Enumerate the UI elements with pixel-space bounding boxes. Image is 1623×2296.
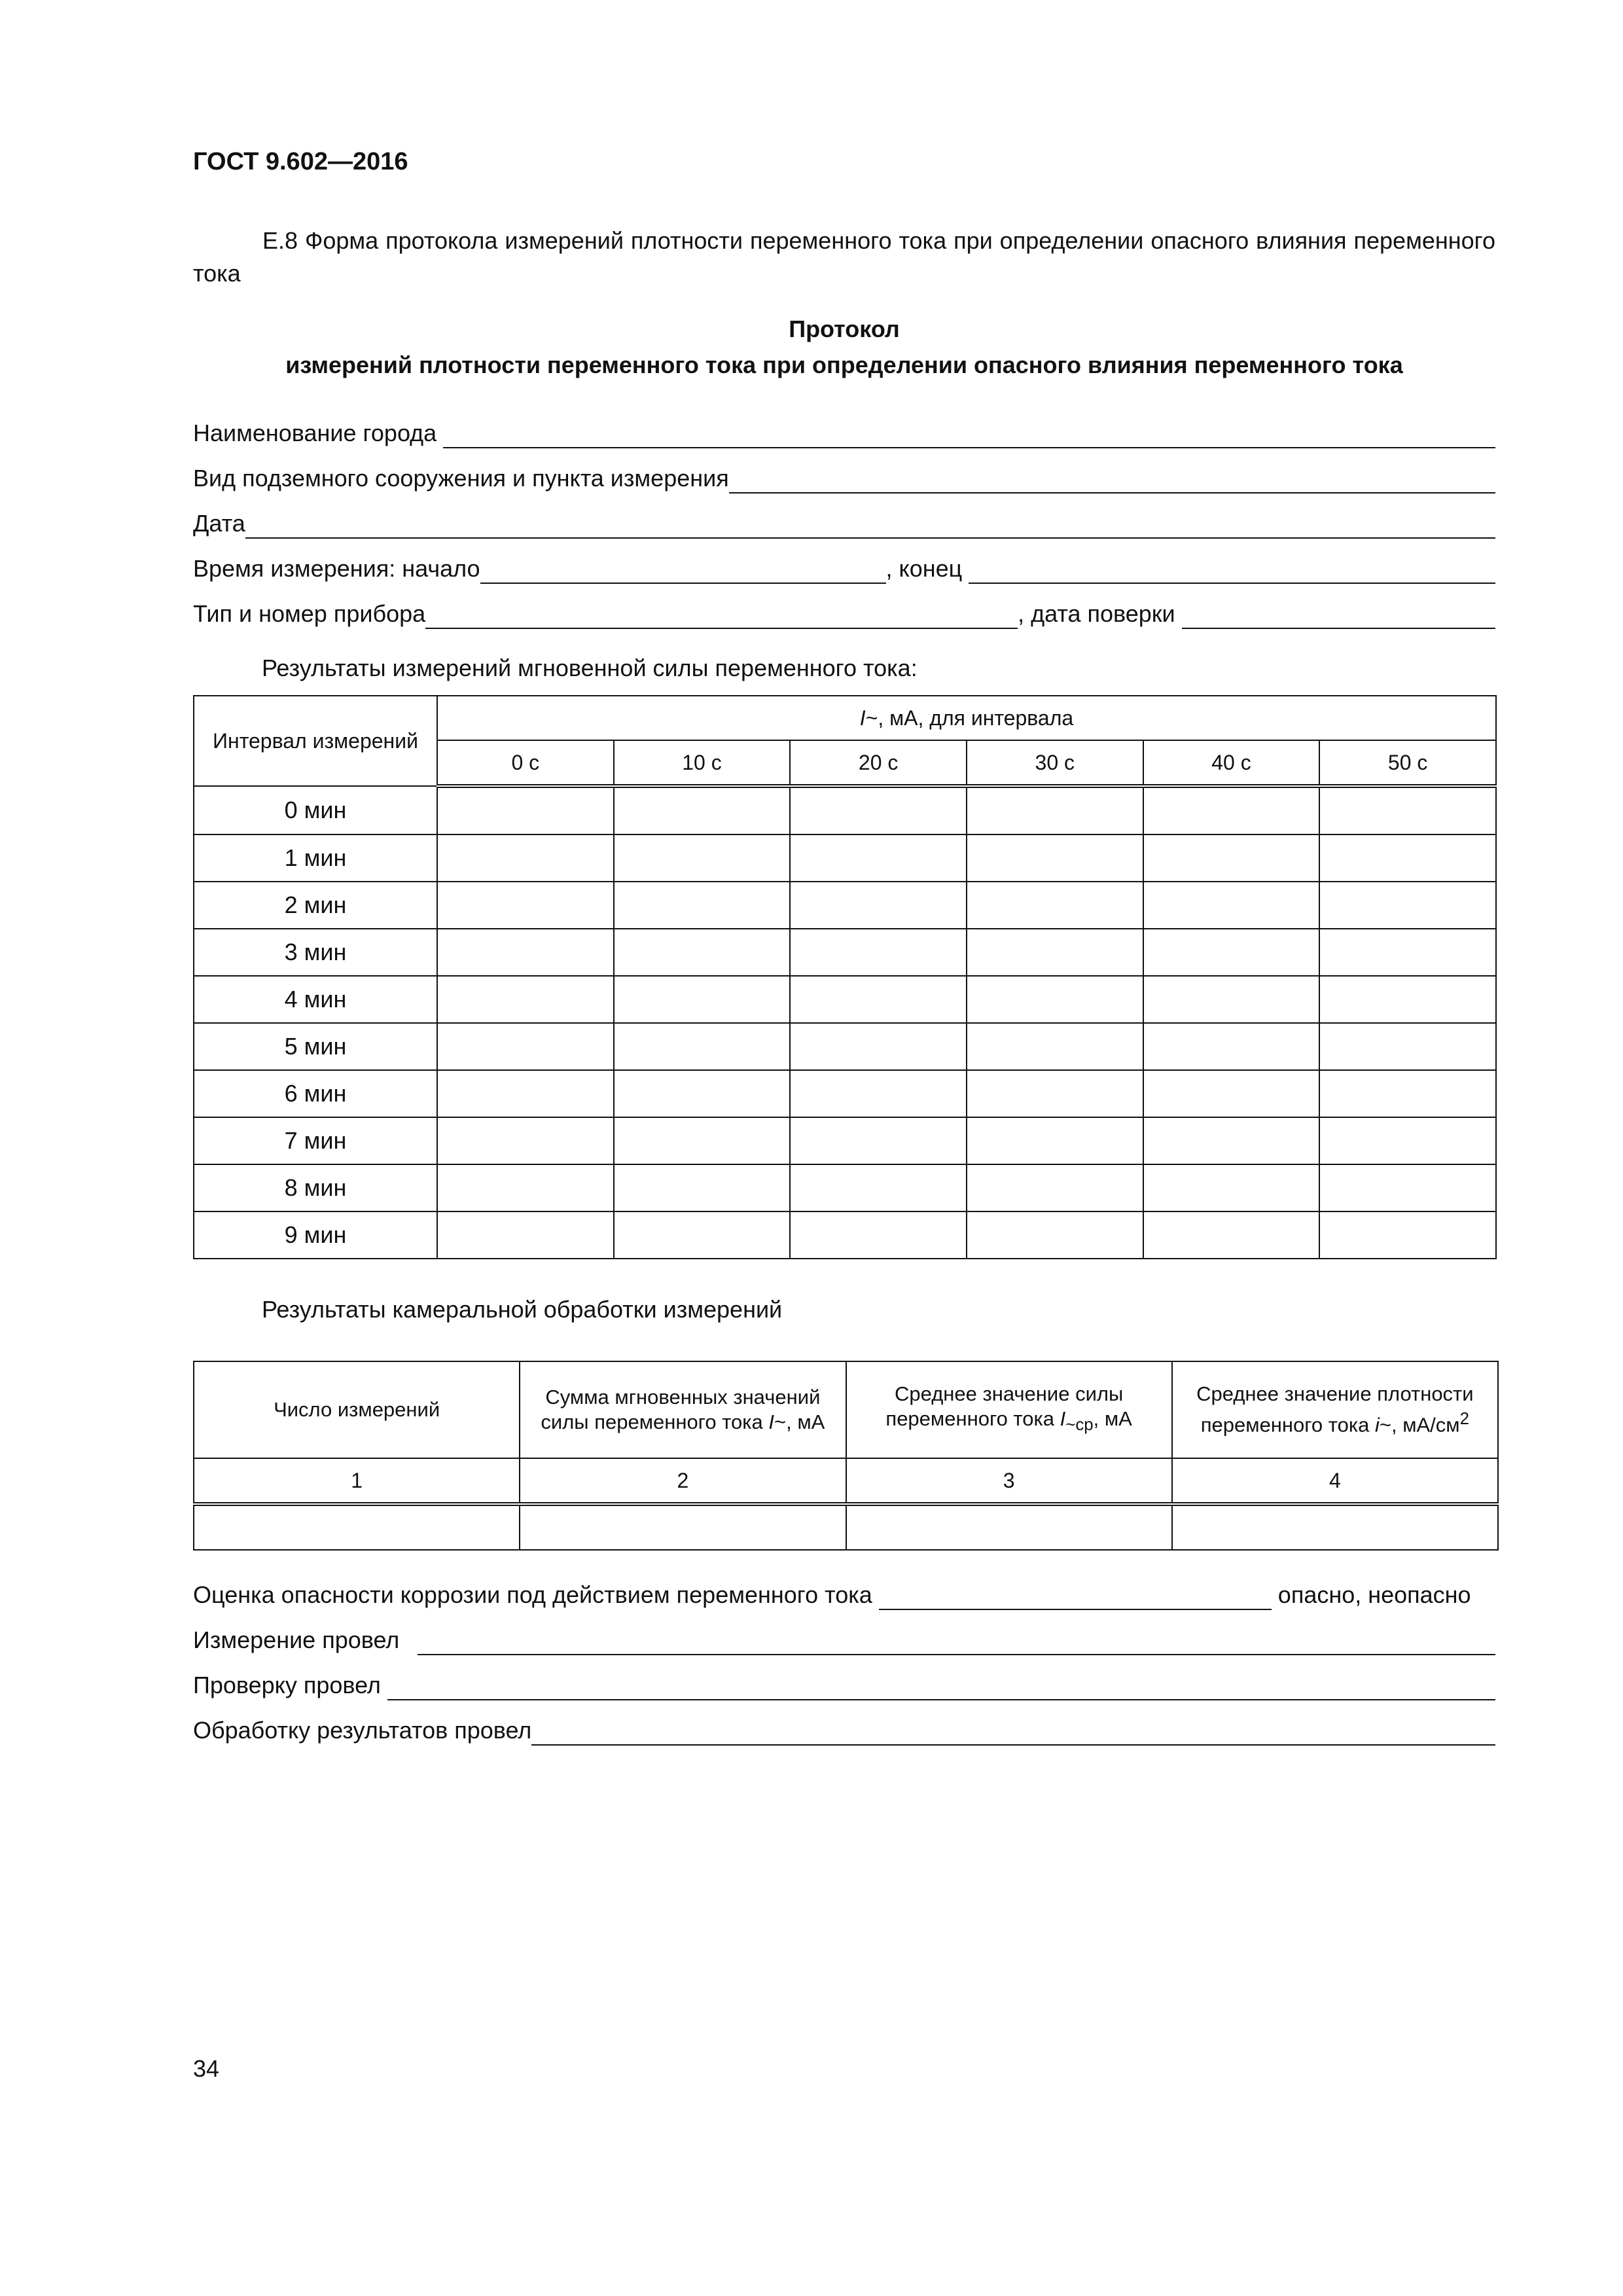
measurement-cell[interactable]	[1143, 976, 1320, 1023]
table-row	[194, 1211, 1496, 1259]
measurement-cell[interactable]	[1319, 882, 1496, 929]
measurement-cell[interactable]	[1143, 834, 1320, 882]
table-row	[194, 1023, 1496, 1070]
measurement-cell[interactable]	[614, 834, 791, 882]
measurement-cell[interactable]	[437, 882, 614, 929]
measurement-cell[interactable]	[614, 976, 791, 1023]
row-interval-label: 6 мин	[194, 1070, 437, 1117]
row-interval-label: 0 мин	[194, 786, 437, 834]
measurement-cell[interactable]	[1319, 976, 1496, 1023]
row-interval-label: 4 мин	[194, 976, 437, 1023]
interval-header: Интервал измерений	[194, 696, 437, 786]
avg-density-sup: 2	[1459, 1410, 1469, 1429]
avg-current-cell[interactable]	[846, 1504, 1172, 1550]
processing-results-table	[193, 1361, 1499, 1551]
protocol-title: Протокол	[789, 315, 900, 342]
interval-column-header: 20 с	[790, 740, 967, 786]
avg-current-unit: , мА	[1093, 1407, 1132, 1431]
value-header	[437, 696, 1496, 740]
time-end-line[interactable]	[969, 556, 1495, 584]
measurement-cell[interactable]	[437, 976, 614, 1023]
date-line[interactable]	[245, 511, 1495, 539]
date-label: Дата	[193, 510, 245, 537]
measurement-cell[interactable]	[967, 976, 1143, 1023]
col-number: 2	[520, 1458, 846, 1504]
measurement-cell[interactable]	[437, 1070, 614, 1117]
value-header-text: ~, мА, для интервала	[865, 706, 1074, 730]
checked-by-line[interactable]	[387, 1673, 1495, 1700]
measurement-cell[interactable]	[614, 1070, 791, 1117]
measurement-cell[interactable]	[790, 929, 967, 976]
device-field[interactable]	[193, 596, 1495, 629]
device-line[interactable]	[425, 601, 1018, 629]
row-interval-label: 8 мин	[194, 1164, 437, 1211]
checked-by-label: Проверку провел	[193, 1672, 381, 1698]
instant-results-table	[193, 695, 1497, 1259]
measurement-cell[interactable]	[1319, 929, 1496, 976]
row-interval-label: 3 мин	[194, 929, 437, 976]
measurement-cell[interactable]	[614, 929, 791, 976]
measurement-cell[interactable]	[614, 1211, 791, 1259]
interval-column-header: 30 с	[967, 740, 1143, 786]
measurement-cell[interactable]	[614, 882, 791, 929]
row-interval-label: 9 мин	[194, 1211, 437, 1259]
measurement-cell[interactable]	[1143, 1164, 1320, 1211]
measurement-cell[interactable]	[790, 1070, 967, 1117]
measurement-cell[interactable]	[790, 1117, 967, 1164]
measurement-cell[interactable]	[1143, 929, 1320, 976]
processed-by-label: Обработку результатов провел	[193, 1717, 532, 1744]
document-header: ГОСТ 9.602—2016	[193, 148, 408, 175]
measurement-cell[interactable]	[614, 1117, 791, 1164]
measured-by-line[interactable]	[418, 1628, 1495, 1655]
measurement-cell[interactable]	[967, 1070, 1143, 1117]
protocol-subtitle: измерений плотности переменного тока при определении опасного влияния переменного тока	[285, 351, 1403, 378]
city-field[interactable]	[193, 416, 1495, 448]
measured-by-field[interactable]	[193, 1623, 1495, 1655]
avg-density-cell[interactable]	[1172, 1504, 1498, 1550]
structure-line[interactable]	[729, 466, 1495, 493]
avg-density-unit: ~, мА/см	[1379, 1413, 1460, 1437]
table-row	[194, 882, 1496, 929]
measurement-cell[interactable]	[614, 1164, 791, 1211]
sum-header-unit: ~, мА	[774, 1410, 825, 1433]
measurement-cell[interactable]	[967, 1211, 1143, 1259]
measurement-cell[interactable]	[790, 1211, 967, 1259]
col-number: 3	[846, 1458, 1172, 1504]
measurement-cell[interactable]	[437, 929, 614, 976]
measurement-cell[interactable]	[437, 1023, 614, 1070]
measurement-cell[interactable]	[967, 1164, 1143, 1211]
measurement-cell[interactable]	[1319, 1023, 1496, 1070]
time-field[interactable]	[193, 551, 1495, 584]
avg-density-text: Среднее значение плотности переменного тока	[1196, 1382, 1474, 1437]
measurement-cell[interactable]	[790, 834, 967, 882]
row-interval-label: 5 мин	[194, 1023, 437, 1070]
measurement-cell[interactable]	[614, 1023, 791, 1070]
table-row	[194, 929, 1496, 976]
measurement-cell[interactable]	[437, 1117, 614, 1164]
intro-paragraph: Е.8 Форма протокола измерений плотности переменного тока при определении опасного влияния переменного тока	[193, 227, 1495, 287]
structure-label: Вид подземного сооружения и пункта измерения	[193, 465, 729, 492]
measurement-cell[interactable]	[1319, 1211, 1496, 1259]
structure-field[interactable]	[193, 461, 1495, 493]
sum-header-text: Сумма мгновенных значений силы переменного тока	[541, 1386, 821, 1433]
sum-cell[interactable]	[520, 1504, 846, 1550]
col-number: 1	[194, 1458, 520, 1504]
measurement-cell[interactable]	[437, 834, 614, 882]
page-number: 34	[193, 2055, 220, 2082]
sum-header-symbol: I	[768, 1410, 775, 1433]
sum-header	[520, 1361, 846, 1458]
measurement-cell[interactable]	[790, 882, 967, 929]
measurement-cell[interactable]	[437, 1211, 614, 1259]
avg-density-header	[1172, 1361, 1498, 1458]
interval-column-header: 40 с	[1143, 740, 1320, 786]
table-row	[194, 786, 1496, 834]
measurement-cell[interactable]	[1143, 1211, 1320, 1259]
processing-results-caption: Результаты камеральной обработки измерений	[262, 1296, 783, 1323]
measurement-cell[interactable]	[1143, 786, 1320, 834]
assessment-label: Оценка опасности коррозии под действием переменного тока	[193, 1581, 872, 1608]
table-row	[194, 1070, 1496, 1117]
table-row	[194, 1117, 1496, 1164]
measurement-cell[interactable]	[967, 1117, 1143, 1164]
row-interval-label: 1 мин	[194, 834, 437, 882]
measurement-cell[interactable]	[1319, 786, 1496, 834]
measurement-cell[interactable]	[967, 882, 1143, 929]
interval-column-header: 50 с	[1319, 740, 1496, 786]
time-end-label: , конец	[885, 555, 963, 582]
table-row	[194, 834, 1496, 882]
row-interval-label: 7 мин	[194, 1117, 437, 1164]
instant-results-caption: Результаты измерений мгновенной силы переменного тока:	[262, 655, 918, 681]
measured-by-label: Измерение провел	[193, 1626, 400, 1653]
verify-date-line[interactable]	[1182, 601, 1495, 629]
measurement-cell[interactable]	[967, 929, 1143, 976]
measurement-cell[interactable]	[437, 786, 614, 834]
measurement-cell[interactable]	[614, 786, 791, 834]
avg-current-text: Среднее значение силы переменного тока	[885, 1382, 1124, 1431]
current-symbol: I	[859, 706, 866, 730]
interval-column-header: 0 с	[437, 740, 614, 786]
measurement-cell[interactable]	[967, 786, 1143, 834]
measurement-cell[interactable]	[967, 1023, 1143, 1070]
interval-column-header: 10 с	[614, 740, 791, 786]
processed-by-line[interactable]	[531, 1718, 1495, 1746]
time-start-label: Время измерения: начало	[193, 555, 480, 582]
measurement-cell[interactable]	[1319, 1070, 1496, 1117]
measurement-cell[interactable]	[1319, 1164, 1496, 1211]
col-number: 4	[1172, 1458, 1498, 1504]
measurement-cell[interactable]	[1143, 882, 1320, 929]
measurement-cell[interactable]	[1143, 1070, 1320, 1117]
assessment-options: опасно, неопасно	[1277, 1581, 1471, 1608]
measurement-cell[interactable]	[790, 1023, 967, 1070]
device-label: Тип и номер прибора	[193, 600, 426, 627]
row-interval-label: 2 мин	[194, 882, 437, 929]
table-row	[194, 1164, 1496, 1211]
avg-current-header	[846, 1361, 1172, 1458]
count-header: Число измерений	[194, 1361, 520, 1458]
measurement-cell[interactable]	[1319, 834, 1496, 882]
measurement-cell[interactable]	[1143, 1117, 1320, 1164]
assessment-line[interactable]	[879, 1583, 1272, 1610]
measurement-cell[interactable]	[1319, 1117, 1496, 1164]
avg-current-symbol: I	[1060, 1407, 1066, 1431]
measurement-cell[interactable]	[790, 976, 967, 1023]
checked-by-field[interactable]	[193, 1668, 1495, 1700]
avg-density-symbol: i	[1374, 1413, 1380, 1437]
date-field[interactable]	[193, 506, 1495, 539]
measurement-cell[interactable]	[790, 1164, 967, 1211]
avg-current-sub: ~ср	[1065, 1416, 1094, 1435]
count-cell[interactable]	[194, 1504, 520, 1550]
table-row	[194, 976, 1496, 1023]
verify-date-label: , дата поверки	[1018, 600, 1175, 627]
time-start-line[interactable]	[480, 556, 886, 584]
city-line[interactable]	[443, 421, 1495, 448]
measurement-cell[interactable]	[437, 1164, 614, 1211]
assessment-field[interactable]	[193, 1577, 1495, 1610]
processed-by-field[interactable]	[193, 1713, 1495, 1746]
city-label: Наименование города	[193, 420, 437, 446]
measurement-cell[interactable]	[1143, 1023, 1320, 1070]
measurement-cell[interactable]	[967, 834, 1143, 882]
measurement-cell[interactable]	[790, 786, 967, 834]
